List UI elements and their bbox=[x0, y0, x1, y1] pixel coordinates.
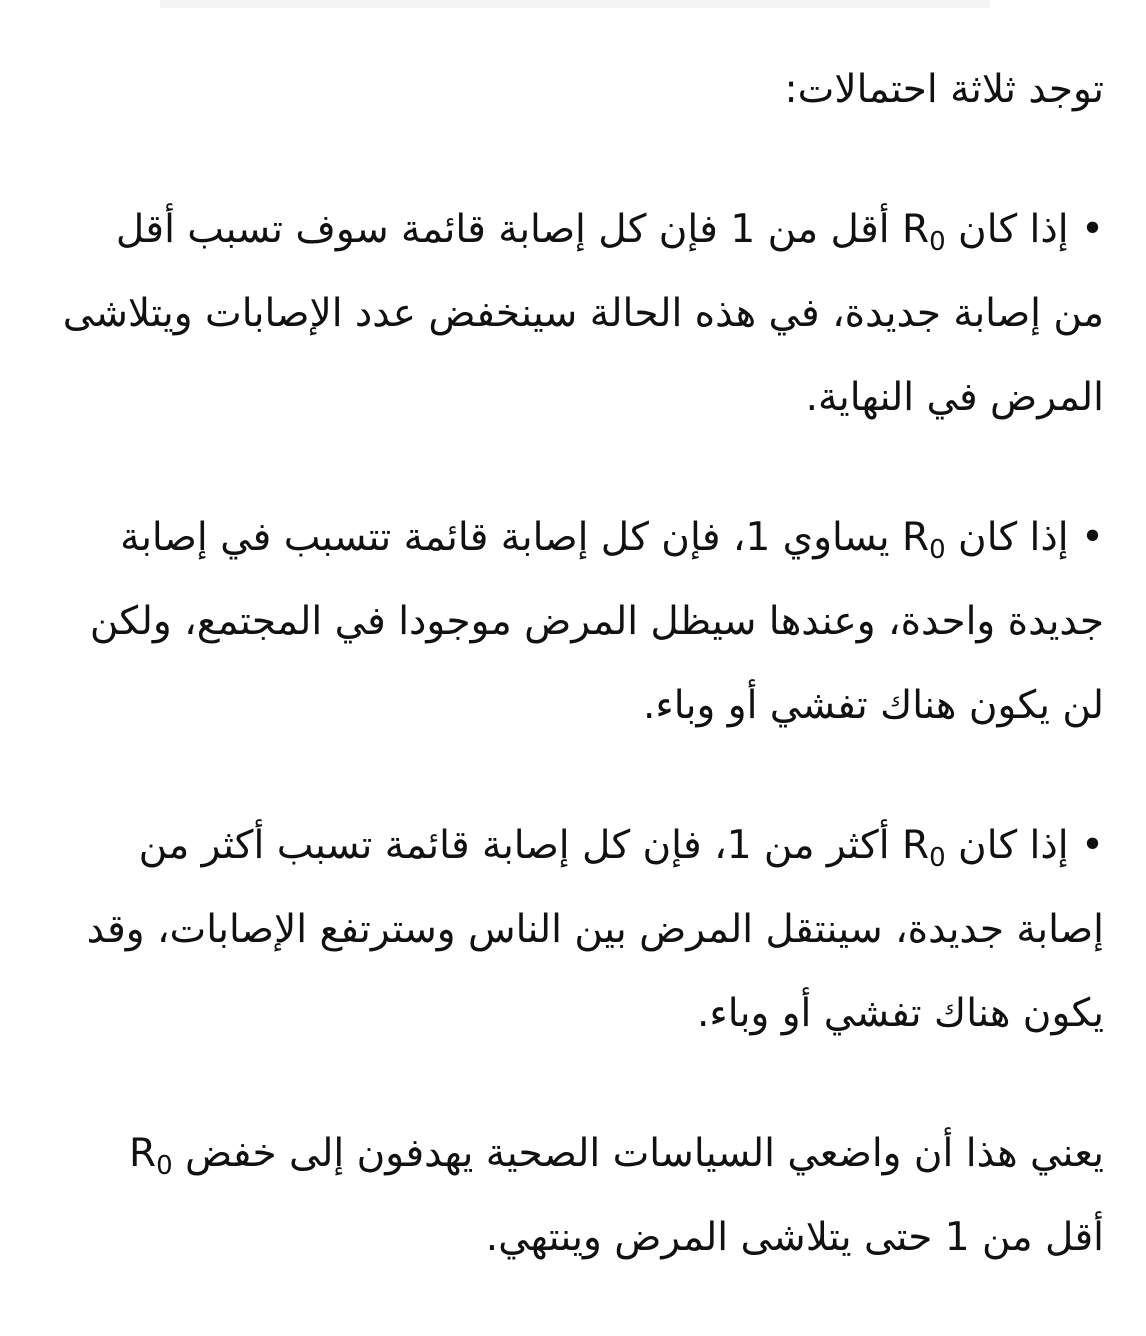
bullet-dot: • bbox=[1080, 515, 1104, 560]
bullet-item-less-than-one bbox=[60, 188, 1104, 440]
conclusion-paragraph bbox=[60, 1112, 1104, 1280]
conclusion-text-start: يعني هذا أن واضعي السياسات الصحية يهدفون إلى خفض bbox=[185, 1131, 1104, 1176]
bullet-text: أكثر من 1، فإن كل إصابة قائمة تسبب أكثر من إصابة جديدة، سينتقل المرض بين الناس وسترتفع الإصابات، وقد يكون هناك تفشي أو وباء. bbox=[86, 823, 1104, 1036]
r0-symbol: $R_0$ bbox=[901, 207, 946, 257]
top-edge-strip bbox=[160, 0, 990, 8]
bullet-prefix: إذا كان bbox=[958, 515, 1069, 560]
r0-symbol: $R_0$ bbox=[901, 823, 946, 873]
r0-symbol: $R_0$ bbox=[901, 515, 946, 565]
bullet-prefix: إذا كان bbox=[958, 823, 1069, 868]
bullet-dot: • bbox=[1080, 823, 1104, 868]
r0-symbol: $R_0$ bbox=[128, 1131, 173, 1181]
bullet-prefix: إذا كان bbox=[958, 207, 1069, 252]
bullet-item-equal-one bbox=[60, 496, 1104, 748]
conclusion-text-end: أقل من 1 حتى يتلاشى المرض وينتهي. bbox=[485, 1215, 1104, 1260]
bullet-item-greater-than-one bbox=[60, 804, 1104, 1056]
intro-heading: توجد ثلاثة احتمالات: bbox=[784, 67, 1104, 112]
bullet-text: يساوي 1، فإن كل إصابة قائمة تتسبب في إصابة جديدة واحدة، وعندها سيظل المرض موجودا في المجتمع، ولكن لن يكون هناك تفشي أو وباء. bbox=[89, 515, 1104, 728]
article-text bbox=[60, 48, 1104, 1336]
bullet-dot: • bbox=[1080, 207, 1104, 252]
bullet-text: أقل من 1 فإن كل إصابة قائمة سوف تسبب أقل من إصابة جديدة، في هذه الحالة سينخفض عدد الإصابات ويتلاشى المرض في النهاية. bbox=[62, 207, 1104, 420]
